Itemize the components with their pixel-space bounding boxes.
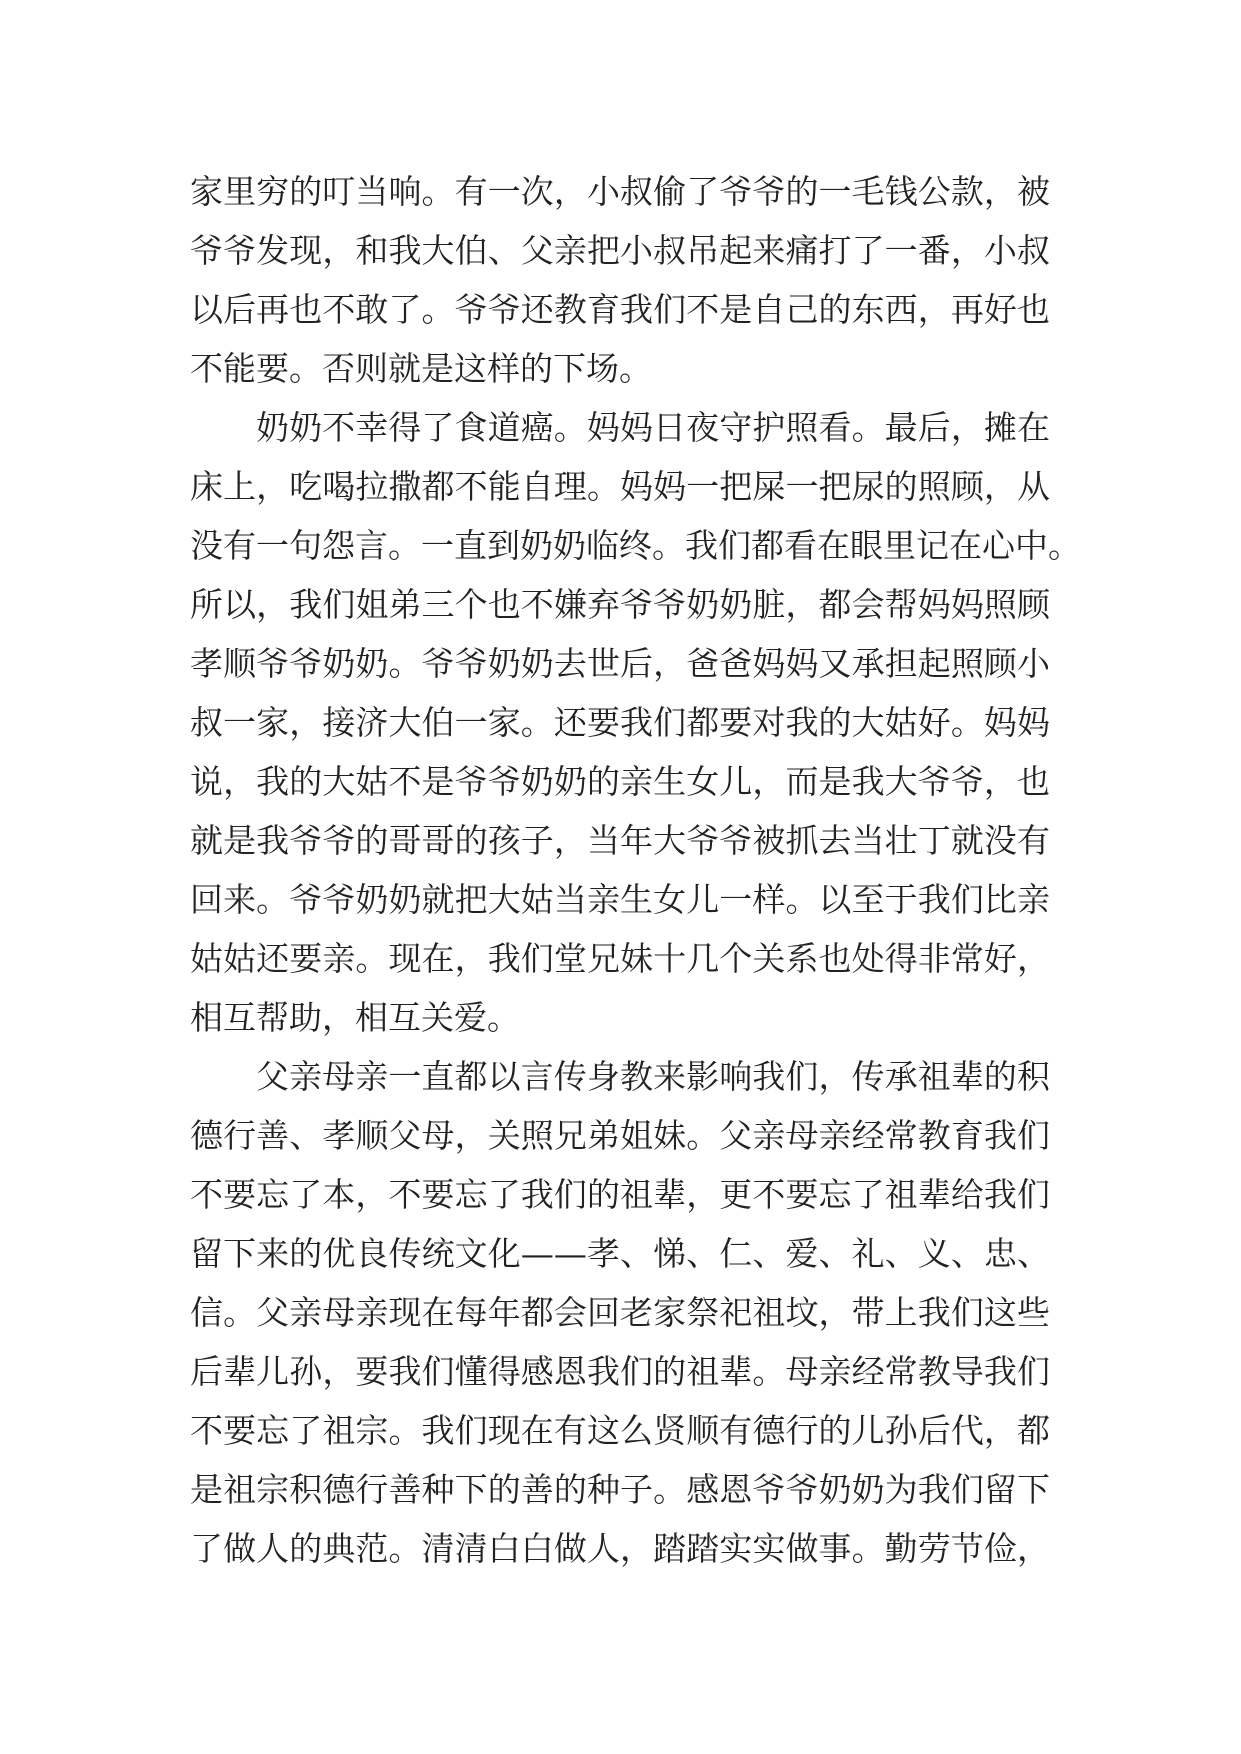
text-line: 以后再也不敢了。爷爷还教育我们不是自己的东西，再好也 <box>190 290 1050 329</box>
text-line: 爷爷发现，和我大伯、父亲把小叔吊起来痛打了一番，小叔 <box>190 231 1050 270</box>
text-line: 后辈儿孙，要我们懂得感恩我们的祖辈。母亲经常教导我们 <box>190 1352 1050 1391</box>
text-line: 家里穷的叮当响。有一次，小叔偷了爷爷的一毛钱公款，被 <box>190 172 1050 211</box>
text-line: 信。父亲母亲现在每年都会回老家祭祀祖坟，带上我们这些 <box>190 1293 1050 1332</box>
text-line: 德行善、孝顺父母，关照兄弟姐妹。父亲母亲经常教育我们 <box>190 1116 1050 1155</box>
text-line: 没有一句怨言。一直到奶奶临终。我们都看在眼里记在心中。 <box>190 526 1081 565</box>
text-line: 相互帮助，相互关爱。 <box>190 998 520 1037</box>
text-line: 就是我爷爷的哥哥的孩子，当年大爷爷被抓去当壮丁就没有 <box>190 821 1050 860</box>
text-line: 床上，吃喝拉撒都不能自理。妈妈一把屎一把尿的照顾，从 <box>190 467 1050 506</box>
text-line: 是祖宗积德行善种下的善的种子。感恩爷爷奶奶为我们留下 <box>190 1470 1050 1509</box>
text-line: 叔一家，接济大伯一家。还要我们都要对我的大姑好。妈妈 <box>190 703 1050 742</box>
text-line: 说，我的大姑不是爷爷奶奶的亲生女儿，而是我大爷爷，也 <box>190 762 1050 801</box>
text-line: 了做人的典范。清清白白做人，踏踏实实做事。勤劳节俭， <box>190 1529 1050 1568</box>
text-line: 所以，我们姐弟三个也不嫌弃爷爷奶奶脏，都会帮妈妈照顾 <box>190 585 1050 624</box>
text-line: 不要忘了祖宗。我们现在有这么贤顺有德行的儿孙后代，都 <box>190 1411 1050 1450</box>
text-line: 留下来的优良传统文化——孝、悌、仁、爱、礼、义、忠、 <box>190 1234 1050 1273</box>
body-text <box>190 162 1081 1578</box>
text-line: 孝顺爷爷奶奶。爷爷奶奶去世后，爸爸妈妈又承担起照顾小 <box>190 644 1050 683</box>
paragraph-start-line: 奶奶不幸得了食道癌。妈妈日夜守护照看。最后，摊在 <box>256 408 1050 447</box>
text-line: 不能要。否则就是这样的下场。 <box>190 349 652 388</box>
text-line: 不要忘了本，不要忘了我们的祖辈，更不要忘了祖辈给我们 <box>190 1175 1050 1214</box>
paragraph-start-line: 父亲母亲一直都以言传身教来影响我们，传承祖辈的积 <box>256 1057 1050 1096</box>
text-line: 姑姑还要亲。现在，我们堂兄妹十几个关系也处得非常好， <box>190 939 1050 978</box>
text-line: 回来。爷爷奶奶就把大姑当亲生女儿一样。以至于我们比亲 <box>190 880 1050 919</box>
